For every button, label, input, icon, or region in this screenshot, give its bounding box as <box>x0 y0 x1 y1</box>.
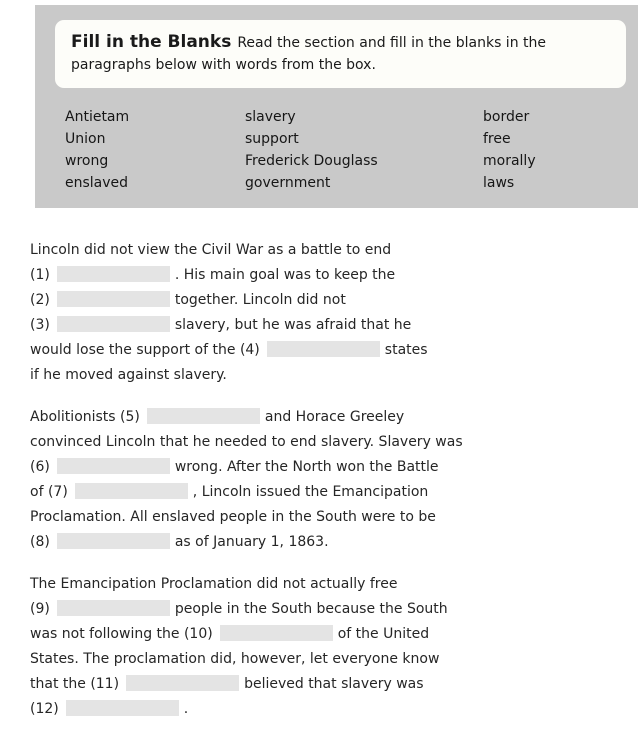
paragraph-text: convinced Lincoln that he needed to end slavery. Slavery was <box>30 434 463 450</box>
text-line <box>30 505 638 530</box>
text-line <box>30 697 638 722</box>
paragraph-text: . <box>183 701 189 717</box>
text-line <box>30 572 638 597</box>
text-line <box>30 597 638 622</box>
paragraph-text: Lincoln did not view the Civil War as a battle to end <box>30 242 392 258</box>
paragraph-text: and Horace Greeley <box>264 409 405 425</box>
text-line <box>30 480 638 505</box>
paragraph-text: States. The proclamation did, however, let everyone know <box>30 651 440 667</box>
blank-field-10[interactable] <box>220 625 333 641</box>
exercise-instructions: Read the section and fill in the blanks in the paragraphs below with words from the box. <box>71 35 546 73</box>
blank-field-4[interactable] <box>267 341 380 357</box>
word-bank-word: free <box>483 131 511 147</box>
word-bank-column-1 <box>65 106 245 194</box>
word-bank-column-3 <box>483 106 626 194</box>
text-line <box>30 455 638 480</box>
paragraph-text: that the <box>30 676 91 692</box>
blank-number-2: (2) <box>30 292 50 308</box>
paragraph-text: of <box>30 484 48 500</box>
word-bank-word: laws <box>483 175 515 191</box>
paragraph-text: people in the South because the South <box>174 601 448 617</box>
blank-field-6[interactable] <box>57 458 170 474</box>
blank-field-2[interactable] <box>57 291 170 307</box>
paragraph-text: as of January 1, 1863. <box>174 534 329 550</box>
blank-field-5[interactable] <box>147 408 260 424</box>
paragraph-3 <box>30 572 638 722</box>
paragraph-1 <box>30 238 638 388</box>
word-bank-word: slavery <box>245 109 296 125</box>
blank-number-5: (5) <box>120 409 140 425</box>
text-line <box>30 363 638 388</box>
word-bank-column-2 <box>245 106 483 194</box>
text-line <box>30 263 638 288</box>
text-line <box>30 288 638 313</box>
paragraph-text: together. Lincoln did not <box>174 292 346 308</box>
paragraph-text: wrong. After the North won the Battle <box>174 459 439 475</box>
blank-number-12: (12) <box>30 701 59 717</box>
paragraph-text: would lose the support of the <box>30 342 240 358</box>
instructions-panel <box>35 5 638 208</box>
blank-number-10: (10) <box>183 626 213 642</box>
text-line <box>30 530 638 555</box>
paragraph-text: Abolitionists <box>30 409 121 425</box>
word-bank-word: government <box>245 175 331 191</box>
word-bank-word: support <box>245 131 299 147</box>
blank-number-4: (4) <box>239 342 260 358</box>
blank-number-6: (6) <box>30 459 50 475</box>
text-line <box>30 405 638 430</box>
paragraph-text: The Emancipation Proclamation did not actually free <box>30 576 398 592</box>
paragraph-text: Proclamation. All enslaved people in the South were to be <box>30 509 436 525</box>
blank-number-11: (11) <box>90 676 120 692</box>
word-bank-word: wrong <box>65 153 109 169</box>
word-bank-word: enslaved <box>65 175 129 191</box>
word-bank-word: morally <box>483 153 536 169</box>
word-bank-word: Union <box>65 131 106 147</box>
blank-field-12[interactable] <box>66 700 179 716</box>
paragraph-2 <box>30 405 638 555</box>
word-bank <box>55 106 626 194</box>
text-line <box>30 647 638 672</box>
blank-number-1: (1) <box>30 267 50 283</box>
text-line <box>30 430 638 455</box>
blank-number-3: (3) <box>30 317 50 333</box>
paragraph-text: believed that slavery was <box>244 676 424 692</box>
paragraph-text: of the United <box>337 626 430 642</box>
paragraph-text: states <box>384 342 428 358</box>
exercise-title: Fill in the Blanks <box>71 32 232 52</box>
word-bank-word: Frederick Douglass <box>245 153 378 169</box>
blank-field-1[interactable] <box>57 266 170 282</box>
blank-number-9: (9) <box>30 601 50 617</box>
blank-number-8: (8) <box>30 534 50 550</box>
paragraph-text: if he moved against slavery. <box>30 367 227 383</box>
text-line <box>30 338 638 363</box>
instruction-box <box>55 20 626 88</box>
text-line <box>30 672 638 697</box>
paragraph-text: was not following the <box>30 626 184 642</box>
text-line <box>30 238 638 263</box>
blank-field-11[interactable] <box>126 675 239 691</box>
blank-number-7: (7) <box>47 484 68 500</box>
text-line <box>30 313 638 338</box>
text-line <box>30 622 638 647</box>
paragraph-text: slavery, but he was afraid that he <box>174 317 412 333</box>
word-bank-word: Antietam <box>65 109 130 125</box>
blank-field-9[interactable] <box>57 600 170 616</box>
paragraph-text: . His main goal was to keep the <box>174 267 396 283</box>
paragraph-text: , Lincoln issued the Emancipation <box>192 484 429 500</box>
blank-field-7[interactable] <box>75 483 188 499</box>
blank-field-8[interactable] <box>57 533 170 549</box>
blank-field-3[interactable] <box>57 316 170 332</box>
paragraphs <box>30 238 638 722</box>
word-bank-word: border <box>483 109 530 125</box>
